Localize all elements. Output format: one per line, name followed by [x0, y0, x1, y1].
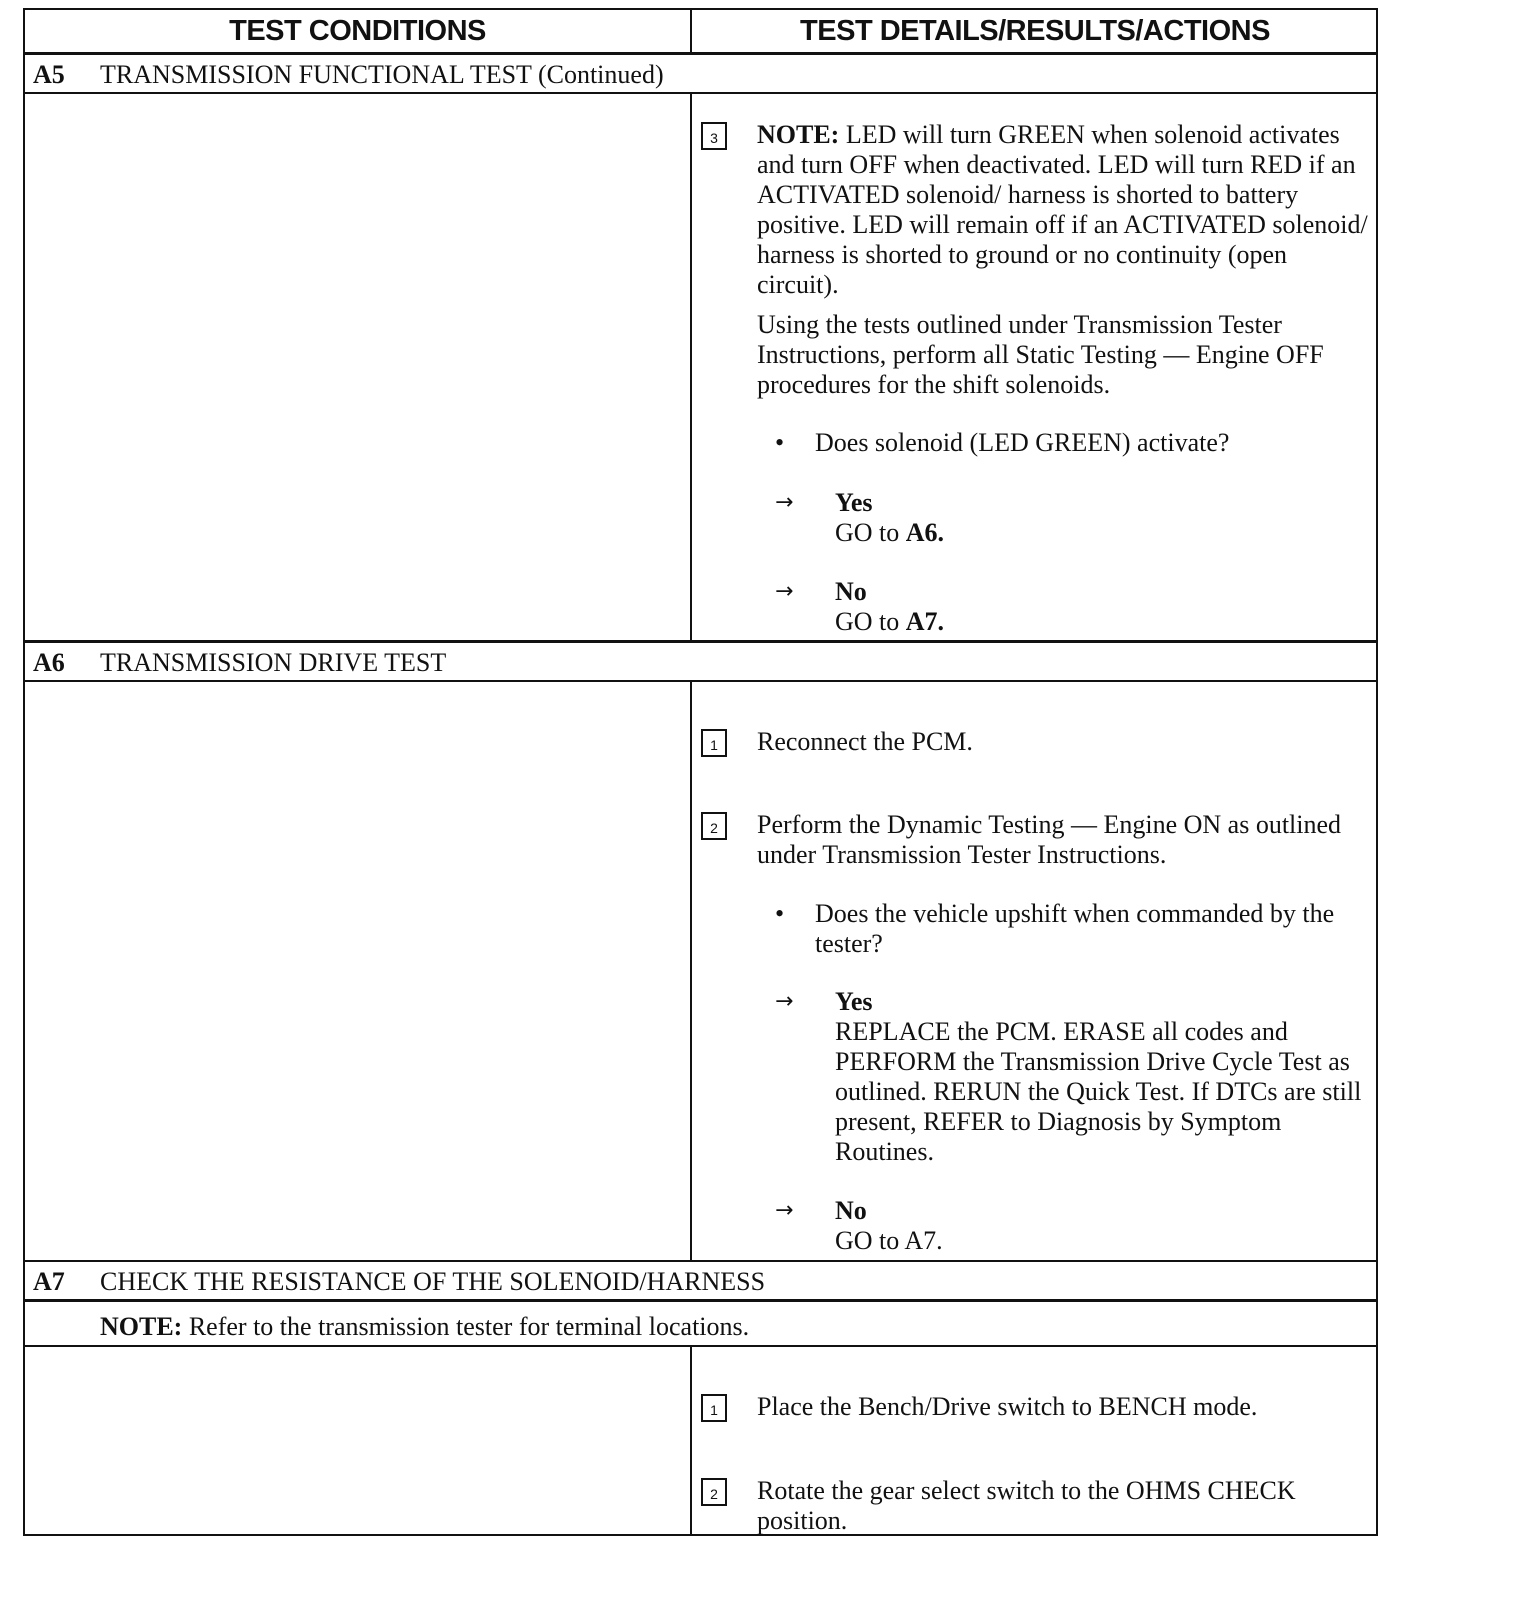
step-number-box: 1 [701, 729, 727, 757]
header-divider [690, 10, 692, 52]
section-title: TRANSMISSION DRIVE TEST [100, 648, 447, 677]
divider [25, 1345, 1376, 1347]
step-text: Perform the Dynamic Testing — Engine ON as outlined under Transmission Tester Instructions. [757, 810, 1342, 869]
note-label: NOTE: [757, 120, 840, 149]
divider [25, 680, 1376, 682]
note-label: NOTE: [100, 1312, 183, 1341]
step-text: Rotate the gear select switch to the OHMS CHECK position. [757, 1476, 1296, 1535]
column-divider [690, 682, 692, 1260]
bullet-icon: • [775, 899, 785, 928]
arrow-right-icon: → [775, 490, 794, 515]
yes-action: REPLACE the PCM. ERASE all codes and PERFORM the Transmission Drive Cycle Test as outlined. RERUN the Quick Test. If DTCs are still present, REFER to Diagnosis by Symptom Routines. [835, 1017, 1362, 1166]
table-header [25, 10, 1376, 55]
divider [25, 92, 1376, 94]
step-note [757, 120, 1369, 300]
question-text: Does solenoid (LED GREEN) activate? [815, 428, 1230, 457]
section-code: A6 [33, 648, 65, 677]
arrow-right-icon: → [775, 989, 794, 1014]
no-action-prefix: GO to [835, 607, 900, 636]
no-label: No [835, 577, 867, 606]
no-action [835, 607, 1375, 637]
step-text: Place the Bench/Drive switch to BENCH mode. [757, 1392, 1258, 1421]
column-divider [690, 1347, 692, 1536]
no-action: GO to A7. [835, 1226, 943, 1255]
note-text: LED will turn GREEN when solenoid activates and turn OFF when deactivated. LED will turn RED if an ACTIVATED solenoid/ harness is shorted to battery positive. LED will remain off if an ACTIVATED solenoid/ harness is shorted to ground or no continuity (open circuit). [757, 120, 1368, 299]
arrow-right-icon: → [775, 579, 794, 604]
header-test-conditions: TEST CONDITIONS [229, 15, 486, 47]
bullet-icon: • [775, 428, 785, 457]
diagnostic-table [23, 8, 1378, 1536]
yes-action [835, 518, 1375, 548]
note-text: Refer to the transmission tester for terminal locations. [188, 1312, 750, 1341]
section-code: A7 [33, 1267, 65, 1296]
step-text: Reconnect the PCM. [757, 727, 973, 756]
a7-note [100, 1307, 749, 1347]
header-test-details: TEST DETAILS/RESULTS/ACTIONS [800, 15, 1270, 47]
step-number-box: 1 [701, 1394, 727, 1422]
divider [25, 1299, 1376, 1302]
column-divider [690, 94, 692, 640]
no-label: No [835, 1196, 867, 1225]
instruction-text: Using the tests outlined under Transmission Tester Instructions, perform all Static Testing — Engine OFF procedures for the shift solenoids. [757, 310, 1324, 399]
arrow-right-icon: → [775, 1198, 794, 1223]
no-action-target: A7. [905, 607, 945, 636]
step-number-box: 3 [701, 122, 727, 150]
section-code: A5 [33, 60, 65, 89]
section-title: TRANSMISSION FUNCTIONAL TEST (Continued) [100, 60, 664, 89]
step-number-box: 2 [701, 1478, 727, 1506]
section-title: CHECK THE RESISTANCE OF THE SOLENOID/HARNESS [100, 1267, 766, 1296]
step-number-box: 2 [701, 812, 727, 840]
yes-label: Yes [835, 987, 873, 1016]
yes-action-prefix: GO to [835, 518, 900, 547]
yes-label: Yes [835, 488, 873, 517]
yes-action-target: A6. [905, 518, 945, 547]
question-text: Does the vehicle upshift when commanded by the tester? [815, 899, 1335, 958]
